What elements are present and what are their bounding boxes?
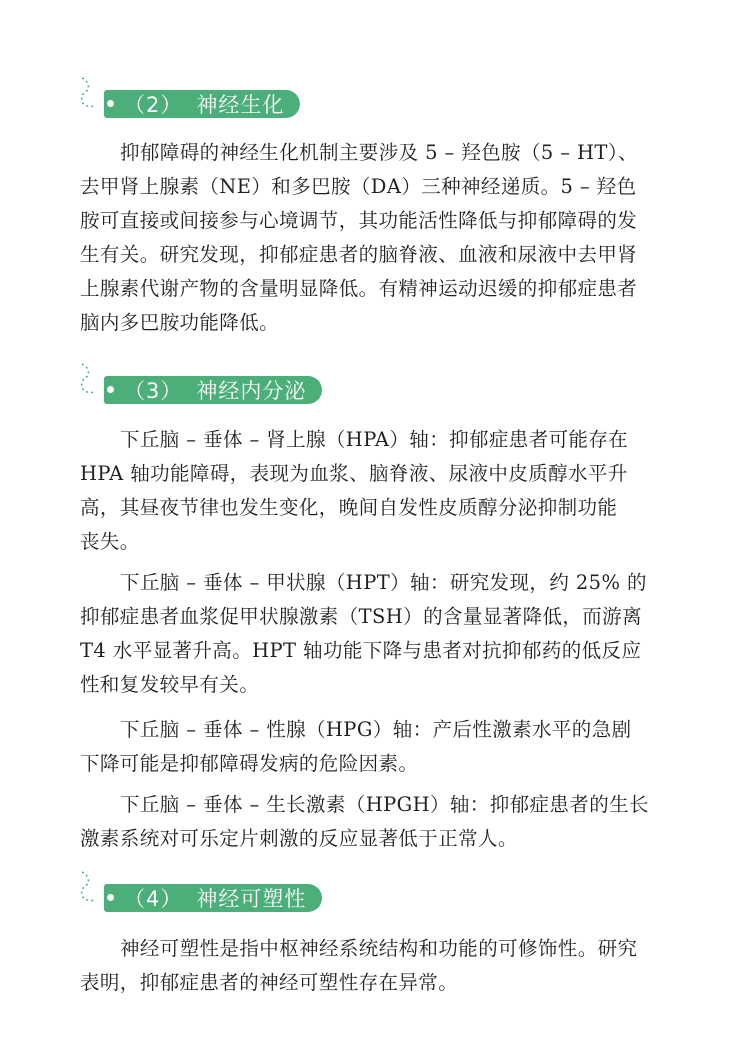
text-line: 下丘脑 – 垂体 – 肾上腺（HPA）轴：抑郁症患者可能存在 — [120, 428, 629, 451]
section-title: 神经内分泌 — [196, 379, 307, 403]
text-line: 下丘脑 – 垂体 – 甲状腺（HPT）轴：研究发现，约 25% 的 — [120, 571, 647, 594]
paragraph — [80, 932, 670, 1000]
paragraph — [80, 566, 670, 702]
text-line: 神经可塑性是指中枢神经系统结构和功能的可修饰性。研究 — [120, 937, 638, 960]
section-title: 神经可塑性 — [196, 887, 307, 911]
text-line: T4 水平显著升高。HPT 轴功能下降与患者对抗抑郁药的低反应 — [80, 639, 642, 662]
bullet-dot-icon — [107, 100, 114, 107]
section-title-pill — [104, 884, 322, 912]
section-heading-4 — [76, 870, 356, 910]
text-line: 下降可能是抑郁障碍发病的危险因素。 — [80, 752, 419, 775]
section-number: （4） — [124, 887, 183, 911]
paragraph — [80, 788, 670, 856]
text-line: 生有关。研究发现，抑郁症患者的脑脊液、血液和尿液中去甲肾 — [80, 243, 638, 266]
section-title-pill — [104, 376, 322, 404]
text-line: 胺可直接或间接参与心境调节，其功能活性降低与抑郁障碍的发 — [80, 209, 638, 232]
section-title: 神经生化 — [196, 93, 285, 117]
paragraph — [80, 136, 670, 340]
section-title-pill — [104, 90, 300, 118]
paragraph — [80, 423, 670, 559]
text-line: 激素系统对可乐定片刺激的反应显著低于正常人。 — [80, 827, 518, 850]
bullet-dot-icon — [107, 894, 114, 901]
text-line: 脑内多巴胺功能降低。 — [80, 311, 280, 334]
section-number: （2） — [124, 93, 183, 117]
text-line: 表明，抑郁症患者的神经可塑性存在异常。 — [80, 971, 459, 994]
section-number: （3） — [124, 379, 183, 403]
text-line: 抑郁症患者血浆促甲状腺激素（TSH）的含量显著降低，而游离 — [80, 605, 642, 628]
text-line: HPA 轴功能障碍，表现为血浆、脑脊液、尿液中皮质醇水平升 — [80, 462, 628, 485]
text-line: 性和复发较早有关。 — [80, 673, 260, 696]
bullet-dot-icon — [107, 386, 114, 393]
text-line: 下丘脑 – 垂体 – 性腺（HPG）轴：产后性激素水平的急剧 — [120, 718, 632, 741]
text-line: 高，其昼夜节律也发生变化，晚间自发性皮质醇分泌抑制功能 — [80, 496, 618, 519]
paragraph — [80, 713, 670, 781]
text-line: 上腺素代谢产物的含量明显降低。有精神运动迟缓的抑郁症患者 — [80, 277, 638, 300]
text-line: 抑郁障碍的神经生化机制主要涉及 5 – 羟色胺（5 – HT）、 — [120, 141, 638, 164]
section-heading-3 — [76, 362, 356, 402]
section-heading-2 — [76, 76, 356, 116]
text-line: 去甲肾上腺素（NE）和多巴胺（DA）三种神经递质。5 – 羟色 — [80, 175, 637, 198]
text-line: 下丘脑 – 垂体 – 生长激素（HPGH）轴：抑郁症患者的生长 — [120, 793, 649, 816]
text-line: 丧失。 — [80, 530, 140, 553]
